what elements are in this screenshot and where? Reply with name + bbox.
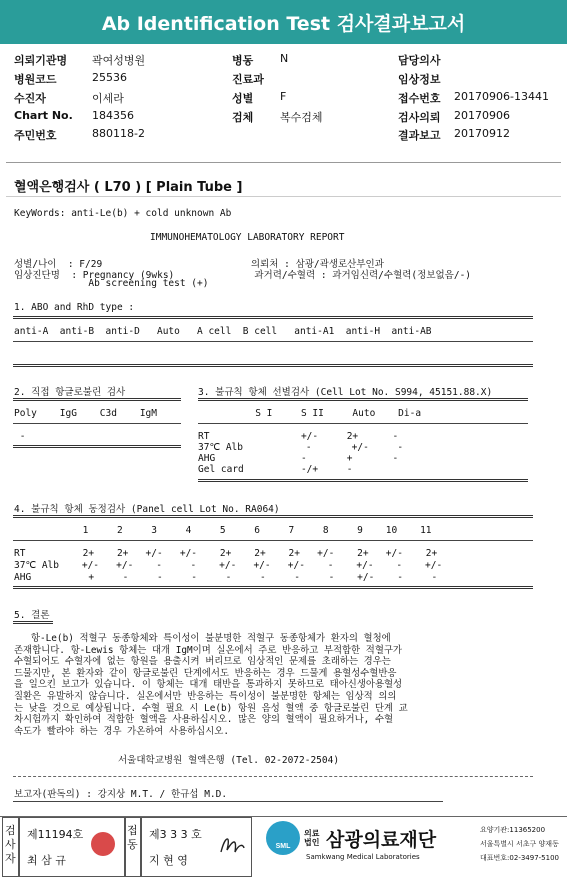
second-name: 지 현 영 (149, 854, 188, 867)
header-divider (6, 162, 561, 163)
second-examiner-box (140, 817, 252, 877)
header-value: 20170906 (454, 109, 510, 122)
header-value: 20170906-13441 (454, 90, 549, 103)
conclusion-text: 항-Le(b) 적혈구 동종항체와 특이성이 불분명한 적혈구 동종항체가 환자의 혈청에 존재합니다. 항-Lewis 항체는 대개 IgM이며 실온에서 주로 반응하고 부적합한 적혈구가 수혈되어도 수혈자에 없는 항원을 용출시켜 버리므로 임상적인 문제를 초래하는 경우는 드물지만, 본 환자와 같이 항글로불린 단계에서도 반응하는 경우 드물게 용혈성수혈반응 을 일으킨 보고가 있습니다. 이 항체는 대개 태반을 통과하지 못하므로 태아신생아용혈성 질환은 유발하지 않습니다. 실온에서만 반응하는 특이성이 불분명한 항체는 임상적 의의 는 낮을 것으로 예상됩니다. 수혈 필요 시 Le(b) 항원 음성 혈액 중 항글로불린 단계 교 차시험까지 확인하여 적합한 혈액을 사용하십시오. 많은 양의 혈액이 필요하거나, 수혈 속도가 빨라야 하는 경우 가온하여 사용하십시오. (14, 633, 408, 737)
report-title: Ab Identification Test 검사결과보고서 (101, 13, 466, 35)
lab-report-heading: IMMUNOHEMATOLOGY LABORATORY REPORT (150, 232, 345, 243)
rule (13, 316, 533, 319)
abo-section-title: 1. ABO and RhD type : (14, 302, 135, 313)
examiner-label: 검사자 (5, 824, 16, 865)
patient-line-3: Ab screening test (+) (14, 278, 209, 289)
panel-row-37: 37℃ Alb +/- +/- - - +/- +/- +/- - +/- - +/- (14, 560, 443, 571)
keywords: KeyWords: anti-Le(b) + cold unknown Ab (14, 208, 232, 219)
brand-subtitle: Samkwang Medical Laboratories (306, 853, 420, 861)
header-label: 진료과 (232, 73, 264, 86)
header-label: 의뢰기관명 (14, 54, 68, 67)
conclusion-title: 5. 결론 (14, 610, 50, 621)
header-label: 검체 (232, 111, 254, 124)
screen-row-gel: Gel card -/+ - (198, 464, 353, 475)
dat-columns: Poly IgG C3d IgM (14, 408, 157, 419)
header-value: 25536 (92, 71, 127, 84)
patient-line-2: 임상진단명 : Pregnancy (9wks) 과거력/수혈력 : 과거임신력/수혈력(정보없음/-) (14, 270, 472, 281)
dat-section-title: 2. 직접 항글로불린 검사 (14, 387, 126, 398)
panel-section-title: 4. 불규칙 항체 동정검사 (Panel cell Lot No. RA064) (14, 504, 280, 515)
screen-row-37: 37℃ Alb - +/- - (198, 442, 404, 453)
header-label: 임상정보 (398, 73, 441, 86)
examiner-box (18, 817, 126, 877)
rule (198, 479, 528, 482)
title-underline (6, 196, 561, 197)
rule (13, 398, 181, 401)
second-id: 제3 3 3 호 (149, 828, 202, 841)
dat-result: - (14, 431, 26, 442)
footer (0, 816, 567, 877)
seal-stamp (91, 832, 115, 856)
rule (198, 423, 528, 424)
screen-row-ahg: AHG - + - (198, 453, 399, 464)
hospital-contact: 서울대학교병원 혈액은행 (Tel. 02-2072-2504) (118, 755, 340, 766)
header-label: 성별 (232, 92, 254, 105)
phone: 대표번호:02-3497-5100 (480, 854, 559, 862)
address: 서울특별시 서초구 양재동 (480, 840, 559, 848)
header-label: 담당의사 (398, 54, 441, 67)
header-label: 수진자 (14, 92, 46, 105)
screen-section-title: 3. 불규칙 항체 선별검사 (Cell Lot No. S994, 45151.88.X) (198, 387, 493, 398)
report-title-bar (0, 0, 567, 44)
rule (198, 398, 528, 401)
panel-columns: 1 2 3 4 5 6 7 8 9 10 11 (14, 525, 432, 536)
header-value: 20170912 (454, 127, 510, 140)
rule (13, 801, 443, 802)
header-value: 880118-2 (92, 127, 145, 140)
header-value: 복수검체 (280, 111, 323, 124)
header-value: F (280, 90, 287, 103)
examiner-name: 최 삼 규 (27, 854, 66, 867)
header-value: 곽여성병원 (92, 54, 146, 67)
rule (13, 586, 533, 589)
examiner-id: 제11194호 (27, 828, 84, 841)
header-value: 184356 (92, 109, 134, 122)
rule (13, 776, 533, 777)
panel-row-rt: RT 2+ 2+ +/- +/- 2+ 2+ 2+ +/- 2+ +/- 2+ (14, 548, 438, 559)
brand-name: 삼광의료재단 (326, 829, 437, 851)
panel-row-ahg: AHG + - - - - - - - +/- - - (14, 572, 438, 583)
rule (13, 540, 533, 541)
header-label: 접수번호 (398, 92, 441, 105)
rule (13, 445, 181, 448)
sml-logo-icon (266, 821, 300, 855)
rule (13, 364, 533, 367)
header-label: Chart No. (14, 109, 73, 122)
org-code: 요양기관:11365200 (480, 826, 546, 834)
abo-columns: anti-A anti-B anti-D Auto A cell B cell anti-A1 anti-H anti-AB (14, 326, 432, 337)
signature-icon (217, 830, 247, 860)
header-label: 병동 (232, 54, 254, 67)
header-value: 이세라 (92, 92, 124, 105)
patient-line-1: 성별/나이 : F/29 의뢰처 : 삼광/곽생로산부인과 (14, 259, 384, 270)
header-value: N (280, 52, 289, 65)
header-label: 결과보고 (398, 129, 441, 142)
test-title: 혈액은행검사 ( L70 ) [ Plain Tube ] (14, 180, 243, 195)
second-label: 접동 (127, 824, 138, 851)
sml-logo-text: SML (275, 843, 291, 850)
header-label: 검사의뢰 (398, 111, 441, 124)
rule (13, 515, 533, 518)
rule (13, 621, 53, 624)
brand-prefix: 의료 법인 (304, 829, 320, 847)
header-label: 병원코드 (14, 73, 57, 86)
rule (13, 341, 533, 342)
screen-row-rt: RT +/- 2+ - (198, 431, 399, 442)
screen-columns: S I S II Auto Di-a (198, 408, 422, 419)
reporter: 보고자(판독의) : 강지상 M.T. / 한규섭 M.D. (14, 789, 228, 800)
header-label: 주민번호 (14, 129, 57, 142)
rule (13, 423, 181, 424)
